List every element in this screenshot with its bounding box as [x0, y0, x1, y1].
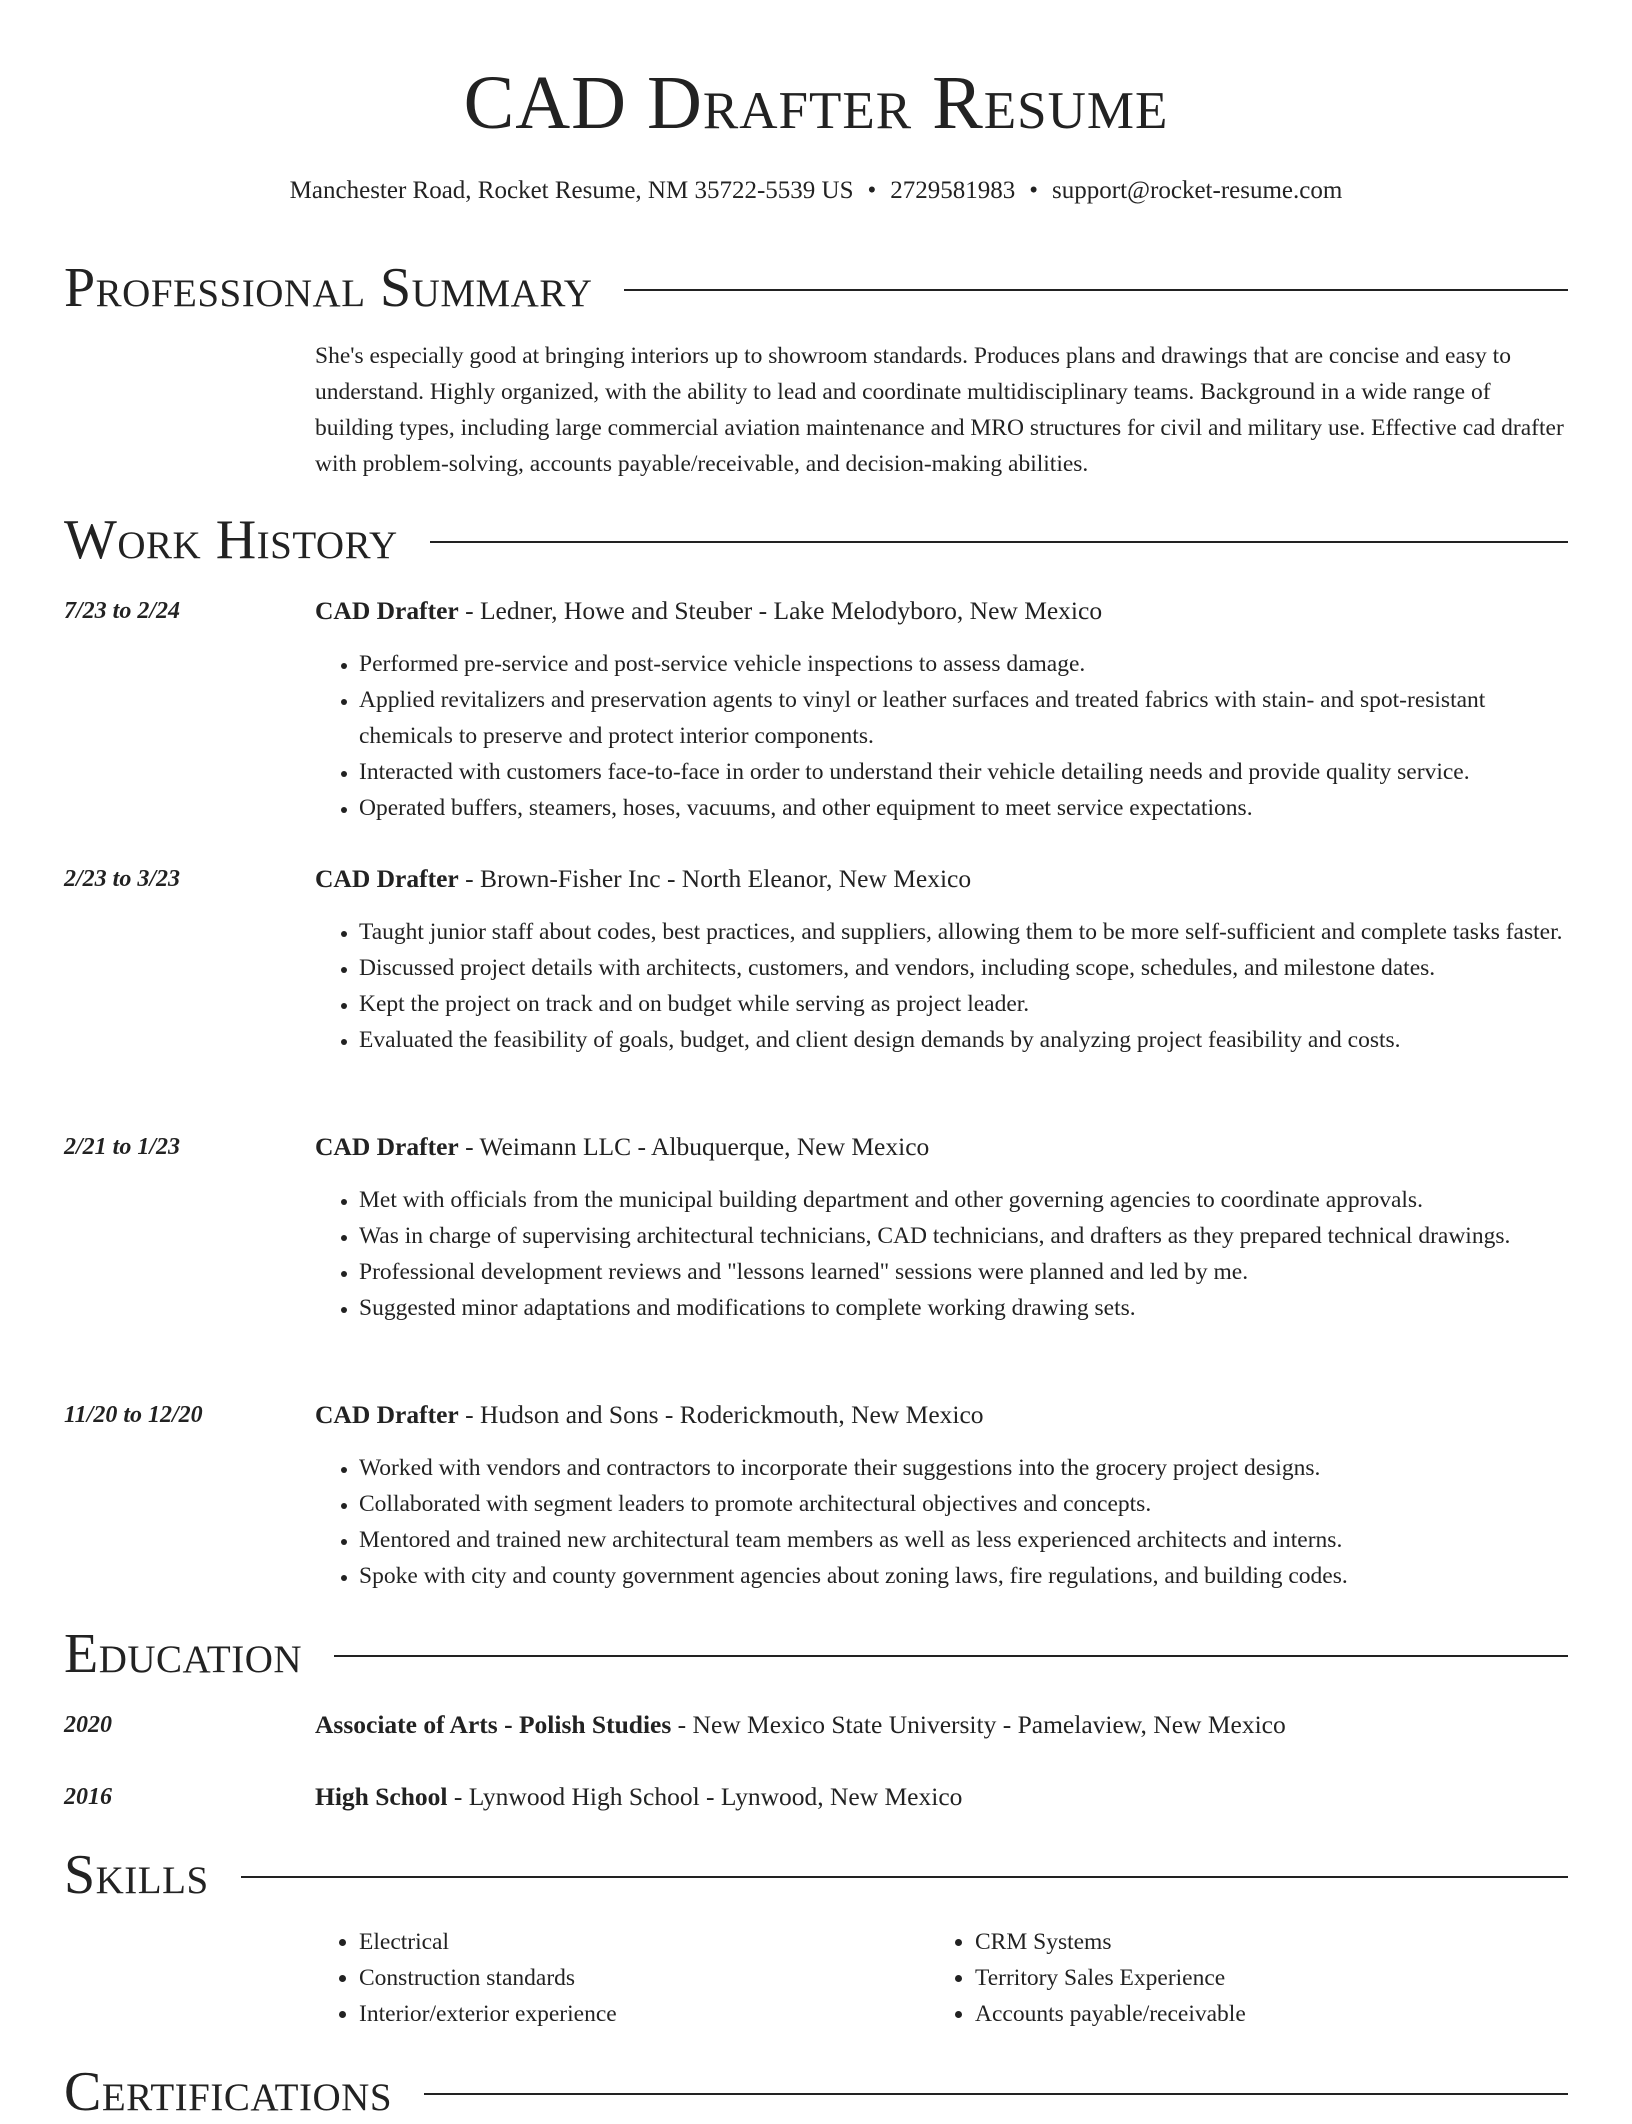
job-dates: 2/23 to 3/23 [64, 866, 181, 892]
education-degree: High School [315, 1782, 448, 1811]
section-divider [424, 2093, 1568, 2095]
job-heading [315, 1129, 1569, 1165]
skills-list-left [315, 1924, 617, 2032]
job-dates: 2/21 to 1/23 [64, 1134, 181, 1160]
job-title: CAD Drafter [315, 1400, 459, 1429]
education-heading [315, 1779, 1569, 1815]
skill-item: • Accounts payable/receivable [975, 1996, 1246, 2032]
education-heading [315, 1707, 1569, 1743]
list-item: • Mentored and trained new architectural team members as well as less experienced architects and interns. [359, 1522, 1569, 1558]
job-title: CAD Drafter [315, 596, 459, 625]
job-dates: 11/20 to 12/20 [64, 1402, 203, 1428]
list-item: • Was in charge of supervising architectural technicians, CAD technicians, and drafters as they prepared technical drawings. [359, 1218, 1569, 1254]
section-title: Education [64, 1623, 303, 1685]
education-year: 2016 [64, 1784, 112, 1810]
list-item: • Suggested minor adaptations and modifications to complete working drawing sets. [359, 1290, 1569, 1326]
section-title: Certifications [64, 2061, 393, 2123]
education-degree: Associate of Arts - Polish Studies [315, 1710, 672, 1739]
job-heading [315, 593, 1569, 629]
list-item: • Operated buffers, steamers, hoses, vacuums, and other equipment to meet service expectations. [359, 790, 1569, 826]
section-title: Professional Summary [64, 257, 593, 319]
list-item: • Spoke with city and county government agencies about zoning laws, fire regulations, and building codes. [359, 1558, 1569, 1594]
separator-dot: • [867, 177, 877, 204]
phone: 2729581983 [890, 177, 1016, 204]
email-link[interactable]: support@rocket-resume.com [1052, 177, 1343, 204]
list-item: • Applied revitalizers and preservation agents to vinyl or leather surfaces and treated fabrics with stain- and spot-resistant chemicals to preserve and protect interior components. [359, 682, 1569, 754]
section-header-certifications [64, 2060, 1568, 2124]
contact-line [0, 175, 1632, 207]
list-item: • Worked with vendors and contractors to incorporate their suggestions into the grocery project designs. [359, 1450, 1569, 1486]
job-employer: - Ledner, Howe and Steuber - Lake Melodyboro, New Mexico [458, 596, 1103, 625]
job-bullets [315, 1182, 1569, 1326]
list-item: • Discussed project details with architects, customers, and vendors, including scope, schedules, and milestone dates. [359, 950, 1569, 986]
section-divider [624, 289, 1568, 291]
section-title: Work History [64, 509, 398, 571]
list-item: • Interacted with customers face-to-face in order to understand their vehicle detailing needs and provide quality service. [359, 754, 1569, 790]
job-heading [315, 1397, 1569, 1433]
job-title: CAD Drafter [315, 1132, 459, 1161]
section-header-education [64, 1622, 1568, 1686]
summary-paragraph: She's especially good at bringing interiors up to showroom standards. Produces plans and drawings that are concise and easy to understand. Highly organized, with the ability to lead and coordinate multidisciplinary teams. Background in a wide range of building types, including large commercial aviation maintenance and MRO structures for civil and military use. Effective cad drafter with problem-solving, accounts payable/receivable, and decision-making abilities. [315, 343, 1564, 477]
skills-list-right [931, 1924, 1246, 2032]
job-dates: 7/23 to 2/24 [64, 598, 181, 624]
job-bullets [315, 1450, 1569, 1594]
skill-item: • Electrical [359, 1924, 617, 1960]
section-divider [334, 1655, 1568, 1657]
section-header-skills [64, 1843, 1568, 1907]
education-school: - Lynwood High School - Lynwood, New Mexico [447, 1782, 963, 1811]
list-item: • Taught junior staff about codes, best practices, and suppliers, allowing them to be more self-sufficient and complete tasks faster. [359, 914, 1569, 950]
section-title: Skills [64, 1844, 209, 1906]
list-item: • Met with officials from the municipal building department and other governing agencies to coordinate approvals. [359, 1182, 1569, 1218]
separator-dot: • [1029, 177, 1039, 204]
skill-item: • Construction standards [359, 1960, 617, 1996]
list-item: • Evaluated the feasibility of goals, budget, and client design demands by analyzing project feasibility and costs. [359, 1022, 1569, 1058]
skill-item: • Interior/exterior experience [359, 1996, 617, 2032]
job-employer: - Hudson and Sons - Roderickmouth, New Mexico [458, 1400, 984, 1429]
job-bullets [315, 646, 1569, 826]
section-divider [241, 1876, 1568, 1878]
education-school: - New Mexico State University - Pamelaview, New Mexico [671, 1710, 1286, 1739]
list-item: • Collaborated with segment leaders to promote architectural objectives and concepts. [359, 1486, 1569, 1522]
address: Manchester Road, Rocket Resume, NM 35722-5539 US [289, 177, 854, 204]
section-header-work-history [64, 508, 1568, 572]
list-item: • Kept the project on track and on budget while serving as project leader. [359, 986, 1569, 1022]
job-employer: - Brown-Fisher Inc - North Eleanor, New Mexico [458, 864, 972, 893]
education-year: 2020 [64, 1712, 112, 1738]
resume-title: CAD Drafter Resume [463, 61, 1169, 145]
job-bullets [315, 914, 1569, 1058]
list-item: • Professional development reviews and "lessons learned" sessions were planned and led by me. [359, 1254, 1569, 1290]
section-divider [430, 541, 1568, 543]
skill-item: • CRM Systems [975, 1924, 1246, 1960]
section-header-summary [64, 256, 1568, 320]
list-item: • Performed pre-service and post-service vehicle inspections to assess damage. [359, 646, 1569, 682]
job-employer: - Weimann LLC - Albuquerque, New Mexico [458, 1132, 930, 1161]
job-heading [315, 861, 1569, 897]
skill-item: • Territory Sales Experience [975, 1960, 1246, 1996]
job-title: CAD Drafter [315, 864, 459, 893]
